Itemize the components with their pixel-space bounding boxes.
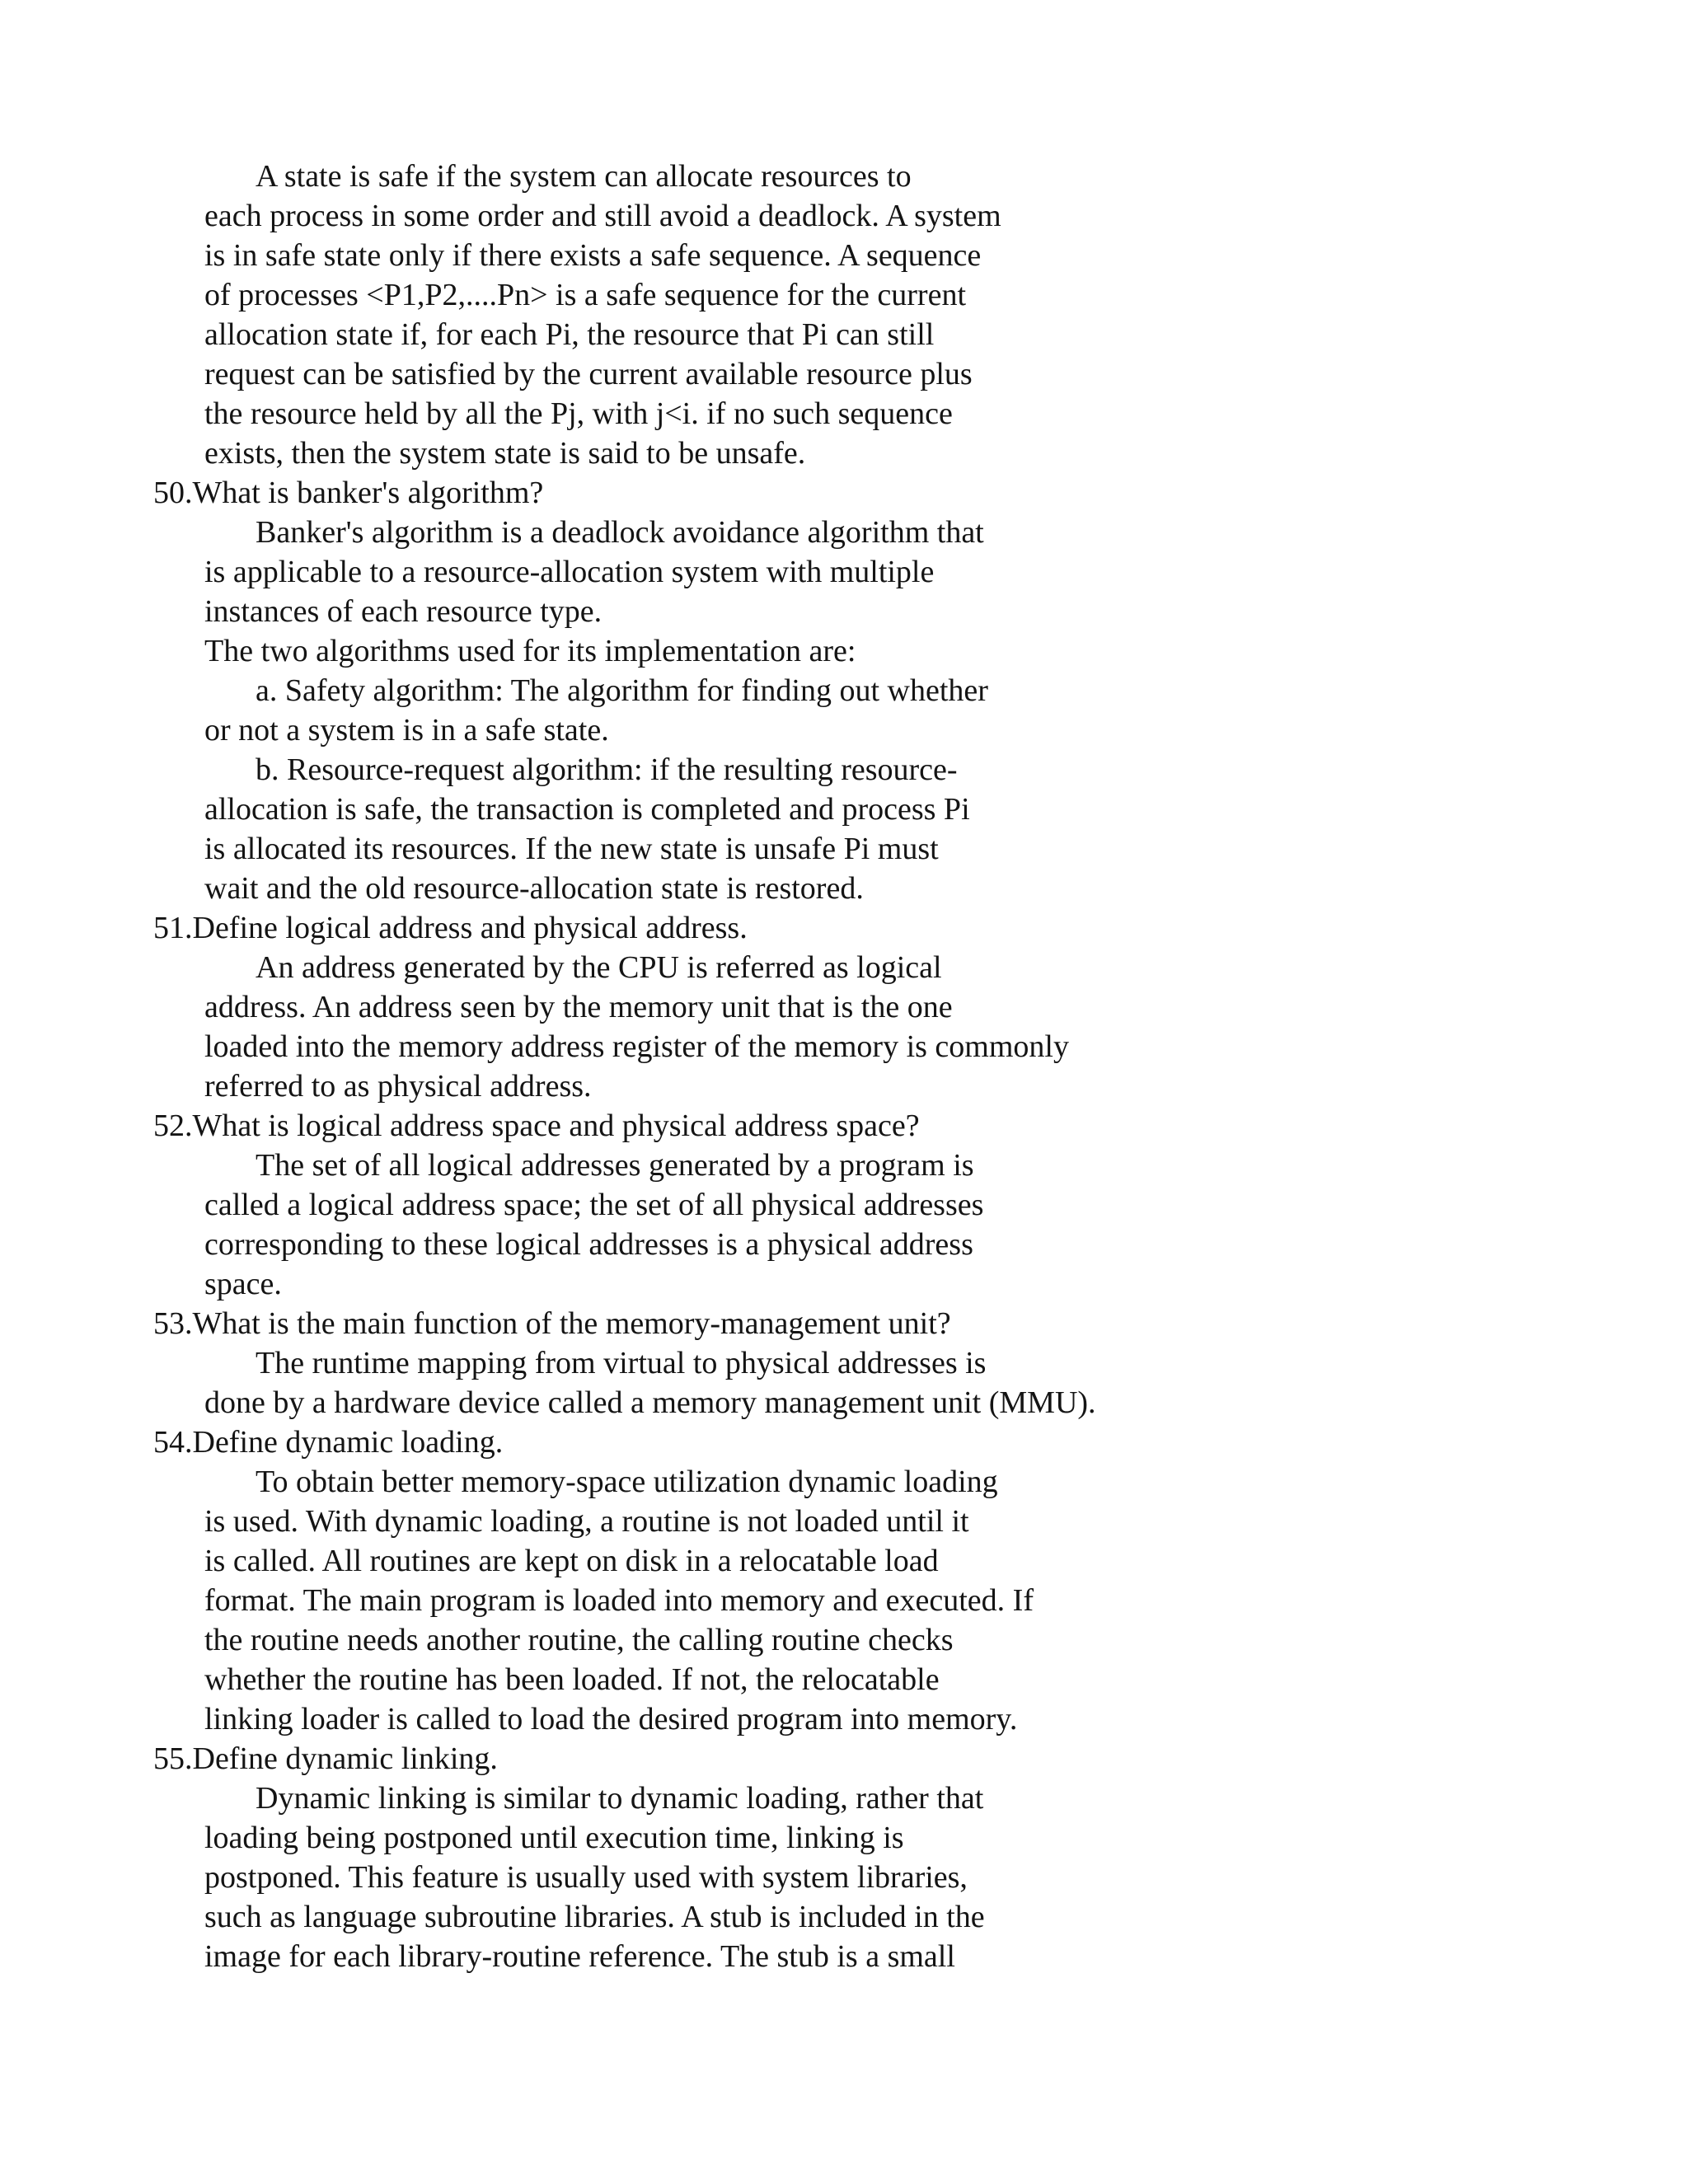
answer-52-line-3: corresponding to these logical addresses is a physical address — [204, 1227, 973, 1262]
answer-55-line-5: image for each library-routine reference. The stub is a small — [204, 1939, 955, 1974]
answer-50-line-9: is allocated its resources. If the new state is unsafe Pi must — [204, 832, 939, 866]
answer-54-line-5: the routine needs another routine, the calling routine checks — [204, 1623, 954, 1657]
answer-52-line-1: The set of all logical addresses generated by a program is — [256, 1148, 974, 1183]
answer-55-line-2: loading being postponed until execution time, linking is — [204, 1821, 904, 1855]
answer-53-line-1: The runtime mapping from virtual to physical addresses is — [256, 1346, 987, 1380]
answer-51-line-1: An address generated by the CPU is referred as logical — [256, 950, 942, 985]
answer-50-line-6: or not a system is in a safe state. — [204, 713, 609, 748]
answer-52-line-4: space. — [204, 1267, 282, 1301]
answer-50-line-5: a. Safety algorithm: The algorithm for finding out whether — [256, 673, 988, 708]
answer-50-line-4: The two algorithms used for its implementation are: — [204, 634, 856, 668]
answer-50-line-8: allocation is safe, the transaction is completed and process Pi — [204, 792, 970, 827]
intro-line-6: request can be satisfied by the current available resource plus — [204, 357, 973, 391]
intro-line-7: the resource held by all the Pj, with j<i. if no such sequence — [204, 396, 953, 431]
answer-54-line-3: is called. All routines are kept on disk in a relocatable load — [204, 1544, 939, 1578]
question-54: 54.Define dynamic loading. — [153, 1425, 504, 1460]
intro-line-3: is in safe state only if there exists a safe sequence. A sequence — [204, 238, 982, 273]
question-55: 55.Define dynamic linking. — [153, 1741, 498, 1776]
answer-51-line-3: loaded into the memory address register of the memory is commonly — [204, 1029, 1069, 1064]
question-52: 52.What is logical address space and physical address space? — [153, 1108, 920, 1143]
intro-line-5: allocation state if, for each Pi, the resource that Pi can still — [204, 317, 935, 352]
answer-53-line-2: done by a hardware device called a memory management unit (MMU). — [204, 1385, 1096, 1420]
answer-54-line-2: is used. With dynamic loading, a routine is not loaded until it — [204, 1504, 969, 1539]
answer-50-line-2: is applicable to a resource-allocation system with multiple — [204, 555, 935, 589]
answer-51-line-4: referred to as physical address. — [204, 1069, 592, 1104]
question-50: 50.What is banker's algorithm? — [153, 476, 544, 510]
answer-51-line-2: address. An address seen by the memory unit that is the one — [204, 990, 953, 1024]
answer-50-line-3: instances of each resource type. — [204, 594, 603, 629]
answer-54-line-1: To obtain better memory-space utilization dynamic loading — [256, 1465, 998, 1499]
intro-line-8: exists, then the system state is said to be unsafe. — [204, 436, 806, 471]
intro-line-1: A state is safe if the system can allocate resources to — [256, 159, 912, 194]
answer-50-line-10: wait and the old resource-allocation state is restored. — [204, 871, 864, 906]
intro-line-2: each process in some order and still avoid a deadlock. A system — [204, 199, 1001, 233]
intro-line-4: of processes <P1,P2,....Pn> is a safe sequence for the current — [204, 278, 967, 312]
answer-54-line-4: format. The main program is loaded into memory and executed. If — [204, 1583, 1034, 1618]
question-53: 53.What is the main function of the memory-management unit? — [153, 1306, 951, 1341]
answer-54-line-7: linking loader is called to load the desired program into memory. — [204, 1702, 1018, 1736]
answer-50-line-7: b. Resource-request algorithm: if the resulting resource- — [256, 752, 958, 787]
answer-55-line-1: Dynamic linking is similar to dynamic loading, rather that — [256, 1781, 984, 1816]
question-51: 51.Define logical address and physical address. — [153, 911, 748, 945]
answer-54-line-6: whether the routine has been loaded. If not, the relocatable — [204, 1662, 940, 1697]
answer-55-line-3: postponed. This feature is usually used with system libraries, — [204, 1860, 968, 1895]
answer-55-line-4: such as language subroutine libraries. A stub is included in the — [204, 1900, 985, 1934]
answer-50-line-1: Banker's algorithm is a deadlock avoidance algorithm that — [256, 515, 984, 550]
answer-52-line-2: called a logical address space; the set of all physical addresses — [204, 1188, 984, 1222]
